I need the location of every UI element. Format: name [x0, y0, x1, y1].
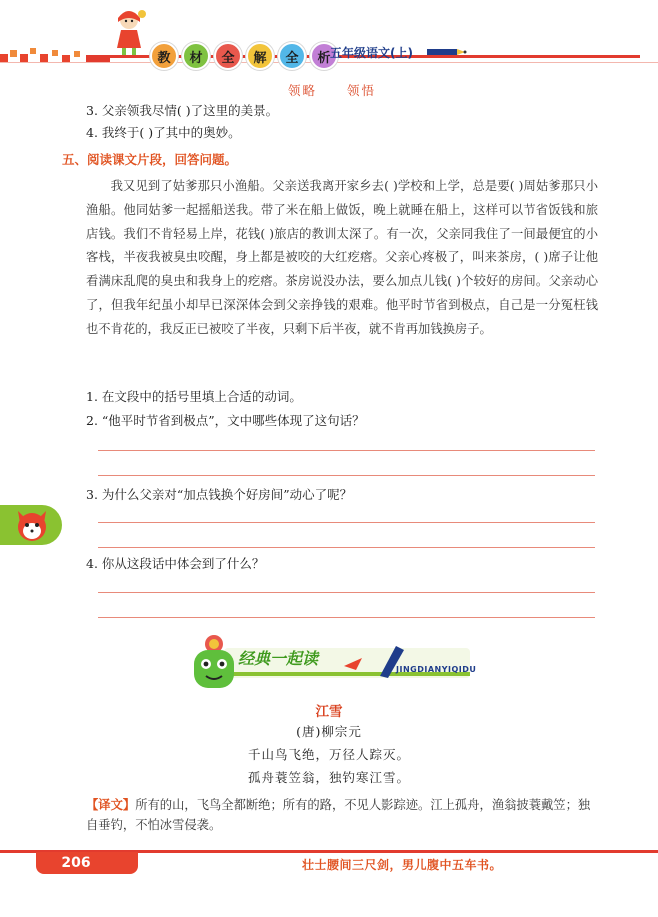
- poem-author: (唐)柳宗元: [296, 724, 362, 739]
- title-char: 材: [182, 42, 210, 70]
- title-char: 全: [278, 42, 306, 70]
- footer-motto: 壮士腰间三尺剑，男儿腹中五车书。: [302, 858, 503, 872]
- word-options: [288, 81, 406, 99]
- answer-line[interactable]: [98, 475, 595, 476]
- answer-line[interactable]: [98, 592, 595, 593]
- classic-reading-banner: [184, 632, 477, 690]
- question-1: 1. 在文段中的括号里填上合适的动词。: [86, 389, 302, 404]
- translation: [86, 795, 598, 835]
- section-title: 五、阅读课文片段，回答问题。: [62, 152, 238, 167]
- grade-label: 五年级语文(上): [330, 46, 413, 60]
- question-2: 2. “他平时节省到极点”，文中哪些体现了这句话？: [86, 413, 365, 428]
- book-title: [150, 42, 338, 68]
- word-option: 领略: [288, 83, 318, 98]
- header-stripe-decoration: [0, 40, 110, 62]
- answer-line[interactable]: [98, 617, 595, 618]
- passage-text: 我又见到了姑爹那只小渔船。父亲送我离开家乡去( )学校和上学，总是要( )周姑爹那只小渔船。他同姑爹一起摇船送我。带了米在船上做饭，晚上就睡在船上，这样可以节省饭钱和旅店钱。我们不肯轻易上岸，花钱( )旅店的教训太深了。有一次，父亲同我住了一间最便宜的小客栈，半夜我被臭虫咬醒，身上都是被咬的大红疙瘩。父亲心疼极了，叫来茶房，( )席子让他看满床乱爬的臭虫和我身上的疙瘩。茶房说没办法，要么加点儿钱( )个较好的房间。父亲动心了，但我年纪虽小却早已深深体会到父亲挣钱的艰难。他平时节省到极点，自己是一分冤枉钱也不肯花的，我反正已被咬了半夜，只剩下后半夜，就不肯再加钱换房子。: [86, 179, 598, 336]
- page-number: 206: [61, 855, 91, 871]
- poem-line: 孤舟蓑笠翁，独钓寒江雪。: [247, 770, 410, 785]
- fox-mascot-icon: [12, 505, 52, 547]
- answer-line[interactable]: [98, 547, 595, 548]
- girl-mascot-icon: [112, 8, 146, 56]
- fill-question: 4. 我终于( )了其中的奥妙。: [86, 125, 241, 140]
- title-char: 全: [214, 42, 242, 70]
- answer-line[interactable]: [98, 450, 595, 451]
- answer-line[interactable]: [98, 522, 595, 523]
- translation-tag: 【译文】: [86, 798, 136, 812]
- banner-title: 经典一起读: [238, 649, 319, 668]
- poem-title: 江雪: [315, 704, 343, 720]
- title-char: 教: [150, 42, 178, 70]
- title-char: 析: [310, 42, 338, 70]
- question-3: 3. 为什么父亲对“加点钱换个好房间”动心了呢？: [86, 487, 353, 502]
- poem-line: 千山鸟飞绝，万径人踪灭。: [247, 747, 410, 762]
- pencil-icon: [427, 46, 467, 58]
- title-char: 解: [246, 42, 274, 70]
- fill-question: 3. 父亲领我尽情( )了这里的美景。: [86, 103, 279, 118]
- reading-passage: [86, 175, 598, 342]
- word-option: 领悟: [347, 83, 377, 98]
- banner-pinyin: JINGDIANYIQIDU: [396, 665, 477, 674]
- translation-text: 所有的山，飞鸟全都断绝；所有的路，不见人影踪迹。江上孤舟，渔翁披蓑戴笠；独自垂钓，不怕冰雪侵袭。: [86, 798, 591, 832]
- question-4: 4. 你从这段话中体会到了什么？: [86, 556, 265, 571]
